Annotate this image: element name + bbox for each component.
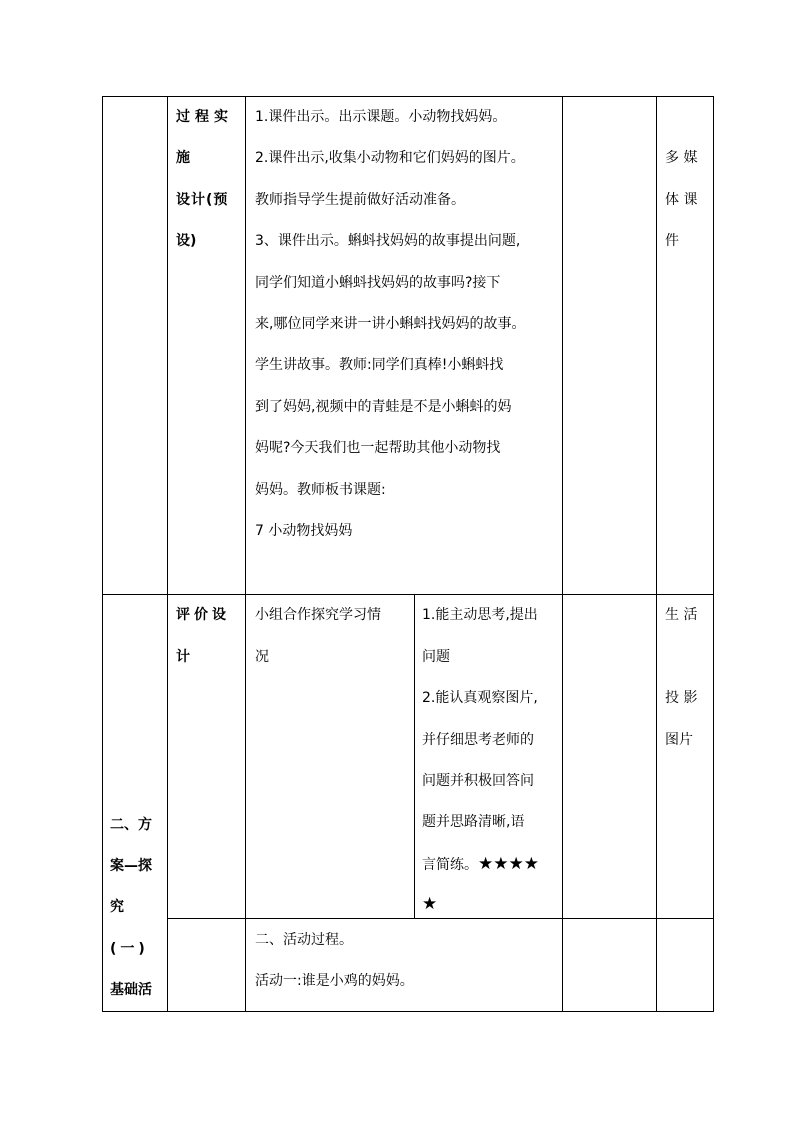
content-line: 来,哪位同学来讲一讲小蝌蚪找妈妈的故事。 (255, 316, 526, 332)
content-line: 教师指导学生提前做好活动准备。 (255, 192, 465, 208)
row-divider-1 (102, 594, 714, 595)
cell-text: 设) (176, 233, 197, 249)
table-border-right (713, 96, 714, 1012)
table-border-top (102, 96, 714, 97)
column-divider-1 (167, 96, 168, 1012)
star-rating: ★ (422, 894, 438, 914)
side-text: 二、方 (110, 817, 152, 833)
column-divider-4 (562, 96, 563, 1012)
table-border-bottom (102, 1011, 714, 1012)
criteria-line: 2.能认真观察图片, (422, 690, 538, 706)
content-line: 7 小动物找妈妈 (255, 523, 353, 539)
resource-text: 件 (665, 233, 679, 249)
column-divider-5 (656, 96, 657, 1012)
resource-text: 生 活 (665, 607, 698, 623)
cell-text: 评价设 (176, 607, 230, 623)
cell-text: 过程实 (176, 109, 233, 125)
column-divider-3 (414, 594, 415, 919)
resource-text: 图片 (665, 732, 693, 748)
criteria-text: 言简练。 (422, 857, 478, 873)
content-line: 小组合作探究学习情 (255, 607, 381, 623)
star-rating: ★★★★ (478, 854, 539, 874)
criteria-line: 问题并积极回答问 (422, 773, 534, 789)
side-text: (一) (110, 941, 149, 957)
content-line: 学生讲故事。教师:同学们真棒!小蝌蚪找 (255, 357, 504, 373)
column-divider-2 (245, 96, 246, 1012)
content-line: 二、活动过程。 (255, 932, 353, 948)
content-line: 妈妈。教师板书课题: (255, 482, 386, 498)
criteria-line: 问题 (422, 649, 450, 665)
criteria-line (422, 854, 539, 875)
content-line: 2.课件出示,收集小动物和它们妈妈的图片。 (255, 150, 525, 166)
content-line: 到了妈妈,视频中的青蛙是不是小蝌蚪的妈 (255, 399, 512, 415)
resource-text: 体 课 (665, 192, 698, 208)
content-line: 3、课件出示。蝌蚪找妈妈的故事提出问题, (255, 233, 521, 249)
side-text: 基础活 (110, 982, 152, 998)
content-line: 况 (255, 649, 269, 665)
side-text: 案—探 (110, 858, 152, 874)
cell-text: 施 (176, 150, 190, 166)
criteria-line: 1.能主动思考,提出 (422, 607, 538, 623)
content-line: 1.课件出示。出示课题。小动物找妈妈。 (255, 109, 507, 125)
resource-text: 投 影 (665, 690, 698, 706)
criteria-line: 题并思路清晰,语 (422, 814, 525, 830)
cell-text: 计 (176, 649, 190, 665)
cell-text: 设计(预 (176, 192, 229, 208)
content-line: 同学们知道小蝌蚪找妈妈的故事吗?接下 (255, 275, 501, 291)
criteria-line: 并仔细思考老师的 (422, 732, 534, 748)
row-divider-2 (167, 918, 714, 919)
content-line: 活动一:谁是小鸡的妈妈。 (255, 973, 414, 989)
resource-text: 多 媒 (665, 150, 698, 166)
content-line: 妈呢?今天我们也一起帮助其他小动物找 (255, 440, 501, 456)
table-border-left (102, 96, 103, 1012)
side-text: 究 (110, 899, 124, 915)
